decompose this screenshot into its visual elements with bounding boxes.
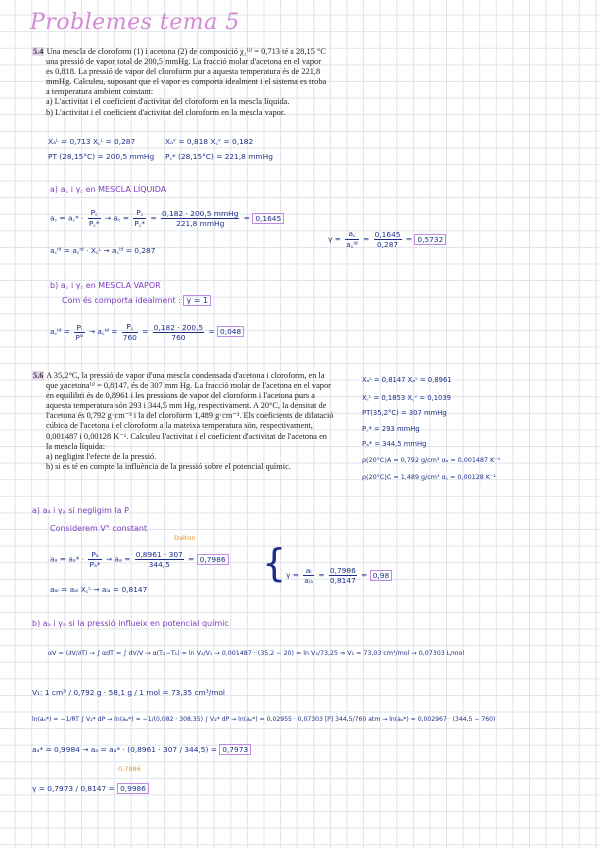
- statement-line: Una mescla de cloroform (1) i acetona (2) de composició χ₁⁽ˡ⁾ = 0,713 té a 28,15 °C: [46, 47, 326, 56]
- eq-part: aₐ* = 0,9984 → aₐ = aₐ* · (0,8961 · 307 / 344,5) =: [32, 745, 217, 754]
- statement-line: que χacetona⁽ˡ⁾ = 0,8147, és de 307 mm Hg. La fracció molar de l'acetona en el vapor: [46, 381, 331, 391]
- eq-num: 0,8961 · 307: [135, 550, 183, 559]
- eq-part: → aₐ =: [105, 554, 133, 564]
- data-vapor-fractions: Xₐᵛ = 0,818 X꜀ᵛ = 0,182: [165, 137, 254, 146]
- statement-line: a) negligint l'efecte de la pressió.: [46, 451, 157, 461]
- eq-num: Pᵢ: [74, 323, 84, 333]
- assumption-line: Considerem V° constant: [50, 524, 148, 533]
- eq-den: 760: [122, 333, 137, 342]
- data-line: P꜀* = 293 mmHg: [362, 425, 420, 433]
- eq-part: aₐ = aₐ* ·: [50, 554, 87, 564]
- section-a-heading: a) a꜀ i γ꜀ en MESCLA LÍQUIDA: [50, 185, 167, 194]
- statement-line: a temperatura ambient constant:: [46, 87, 154, 97]
- equation-gamma-a: γ = $\frac{\text{aᵢ}}{\text{aᵢₐ}}$ = $\frac{0,7986}{0,8147}$ = 0,98: [286, 566, 392, 585]
- eq-part: → a꜀ᴵᵈ =: [88, 327, 120, 336]
- problem-number: 5.4: [33, 47, 44, 56]
- eq-num: P꜀: [88, 208, 101, 219]
- eq-den: 760: [171, 332, 186, 342]
- data-total-pressure: PT (28,15°C) = 200,5 mmHg: [48, 152, 155, 161]
- eq-num: aᵢ: [303, 566, 314, 576]
- annotation-previous: 0,7986: [118, 765, 141, 773]
- statement-line: en equilibri és de 0,8961 i les pressions de vapor del cloroform i l'acetona purs a: [46, 391, 315, 401]
- statement-line: cúbica de l'acetona i el cloroform a la mateixa temperatura són, respectivament,: [46, 421, 313, 431]
- eq-num: 0,182 · 200,5: [153, 322, 204, 332]
- eq-den: 0,287: [376, 240, 399, 249]
- eq-den: P꜀*: [134, 219, 146, 228]
- problem-5-6-statement: [32, 371, 354, 472]
- eq-den: 221,8 mmHg: [176, 219, 225, 228]
- data-line: PT(35,2°C) = 307 mmHg: [362, 409, 447, 417]
- statement-line: A 35,2°C, la pressió de vapor d'una mescla condensada d'acetona i cloroform, en la: [46, 371, 325, 380]
- result-box: γ = 1: [183, 295, 211, 306]
- annotation-dalton: Dalton: [174, 534, 196, 542]
- section-a-heading: a) aₐ i γₐ si negligim la P: [32, 506, 129, 515]
- data-pure-pressure: P꜀* (28,15°C) = 221,8 mmHg: [165, 152, 273, 161]
- eq-part: → a꜀ =: [104, 213, 132, 223]
- statement-line: b) si es té en compte la influència de la pressió sobre el potencial químic.: [46, 461, 291, 471]
- data-line: ρ(20°C)A = 0,792 g/cm³ αₐ = 0,001487 K⁻¹: [362, 456, 501, 464]
- page-title: Problemes tema 5: [30, 10, 240, 35]
- result-box: 0,048: [217, 326, 244, 337]
- eq-den: 344,5: [148, 560, 170, 569]
- statement-line: b) L'activitat i el coeficient d'activitat del cloroform en la mescla vapor.: [46, 107, 286, 117]
- data-liquid-fractions: Xₐᴸ = 0,713 X꜀ᴸ = 0,287: [48, 137, 136, 146]
- result-box: 0,7986: [197, 554, 229, 565]
- equation-ideal-activity: a꜀ᴵᵈ = a꜀ᴵᵈ · X꜀ᴸ → a꜀ᴵᵈ = 0,287: [50, 246, 156, 255]
- statement-line: una pressió de vapor total de 200,5 mmHg. La fracció molar d'acetona en el vapor: [46, 57, 321, 67]
- ideal-behaviour-line: [62, 296, 211, 305]
- result-box: 0,1645: [252, 213, 284, 224]
- equation-ideal-activity-a: aₐᵢ = aₐᵢ X꜀ᴸ → aᵢₐ = 0,8147: [50, 585, 148, 594]
- data-line: ρ(20°C)C = 1,489 g/cm³ α꜀ = 0,00128 K⁻¹: [362, 473, 497, 481]
- statement-line: es 0,818. La pressió de vapor del cloroform pur a aquesta temperatura és de 221,8: [46, 67, 321, 77]
- equation-activity-liquid: a꜀ = a꜀* · $\frac{P꜀}{P꜀*}$ → a꜀ = $\frac{P꜀}{P꜀*}$ = $\frac{\text{0,182 · 200,5 mmHg}}{\text{221,8 mmHg}}$ = 0,1645: [50, 208, 284, 229]
- statement-line: mmHg. Calculeu, suposant que el vapor es comporta idealment i el sistema es troba: [46, 77, 327, 87]
- eq-num: 0,7986: [329, 566, 356, 575]
- equation-log-activity: ln(aₐ*) = −1/RT ∫ V₂* dP → ln(aₐ*) = −1/(0,082 · 308,35) ∫ V₂* dP → ln(aₐ*) = 0,02955 · 0,07303 [P] 344,5/760 atm → ln(aₐ*) = 0,002967 · (344,5 − 760): [32, 716, 496, 723]
- eq-den: P°: [75, 332, 84, 342]
- equation-activity-vapor: a꜀ᴵᵈ = $\frac{\text{Pᵢ}}{P^\circ}$ → a꜀ᴵᵈ = $\frac{P꜀}{760}$ = $\frac{0,182 \cdot 200,5}{760}$ = 0,048: [50, 322, 244, 342]
- equation-dilatation: αV = (∂V/∂T) → ∫ αdT = ∫ dV/V → α(T₂−T₁) = ln V₂/V₁ → 0,001487 · (35,2 − 20) = ln V₂/73,25 ⇒ V₂ = 73,03 cm³/mol → 0,07303 L/mol: [48, 650, 465, 657]
- statement-line: a) L'activitat i el coeficient d'activitat del cloroform en la mescla líquida.: [46, 97, 290, 107]
- eq-den: 0,8147: [329, 576, 356, 585]
- equation-gamma-liquid: γ = $\frac{a꜀}{\text{a꜀ᴵᵈ}}$ = $\frac{0,1645}{0,287}$ = 0,5732: [328, 229, 446, 250]
- eq-num: a꜀: [345, 229, 358, 240]
- eq-num: 0,1645: [374, 230, 401, 239]
- section-b-heading: b) a꜀ i γ꜀ en MESCLA VAPOR: [50, 281, 161, 290]
- eq-part: γ = 0,7973 / 0,8147 =: [32, 784, 115, 793]
- equation-activity-a: aₐ = aₐ* · $\frac{\text{Pₐ}}{\text{Pₐ*}}$ → aₐ = $\frac{0,8961 \cdot 307}{344,5}$ = 0,7986: [50, 550, 229, 569]
- statement-line: l'acetona és 0,792 g·cm⁻³ i la del cloroform 1,489 g·cm⁻³. Els coeficients de dilatació: [46, 411, 334, 421]
- eq-den: P꜀*: [88, 219, 100, 228]
- eq-num: P꜀: [122, 322, 138, 333]
- eq-den: a꜀ᴵᵈ: [346, 240, 358, 249]
- equation-final-gamma: [32, 784, 149, 793]
- problem-number: 5.6: [33, 371, 44, 380]
- eq-num: 0,182 · 200,5 mmHg: [162, 209, 239, 218]
- problem-5-4-statement: [32, 47, 342, 118]
- eq-part: a꜀ = a꜀* ·: [50, 213, 86, 223]
- eq-num: P꜀: [133, 208, 146, 219]
- statement-line: 0,001487 i 0,00128 K⁻¹. Calculeu l'activitat i el coeficient d'activitat de l'acetona en: [46, 431, 327, 441]
- data-line: Xₐᴸ = 0,8147 Xₐᵛ = 0,8961: [362, 376, 452, 384]
- statement-line: la mescla líquida:: [46, 441, 106, 451]
- brace: {: [262, 541, 287, 585]
- result-box: 0,7973: [219, 744, 251, 755]
- result-box: 0,98: [370, 570, 392, 581]
- result-box: 0,9986: [117, 783, 149, 794]
- eq-part: a꜀ᴵᵈ =: [50, 327, 73, 336]
- data-line: Pₐ* = 344,5 mmHg: [362, 440, 427, 448]
- statement-line: aquesta temperatura són 293 i 344,5 mm Hg, respectivament. A 20°C, la densitat de: [46, 401, 327, 411]
- equation-final-activity: [32, 745, 251, 754]
- line-text: Com és comporta idealment :: [62, 296, 181, 305]
- eq-den: aᵢₐ: [304, 576, 314, 585]
- section-b-heading: b) aₐ i γₐ si la pressió influeix en potencial químic: [32, 619, 229, 628]
- eq-part: γ =: [328, 234, 344, 244]
- eq-num: Pₐ: [88, 550, 101, 560]
- result-box: 0,5732: [414, 234, 446, 245]
- equation-molar-volume: V₁: 1 cm³ / 0,792 g · 58,1 g / 1 mol = 73,35 cm³/mol: [32, 688, 225, 697]
- data-line: X꜀ᴸ = 0,1853 X꜀ᵛ = 0,1039: [362, 394, 451, 402]
- eq-den: Pₐ*: [89, 560, 101, 569]
- eq-part: γ =: [286, 570, 302, 580]
